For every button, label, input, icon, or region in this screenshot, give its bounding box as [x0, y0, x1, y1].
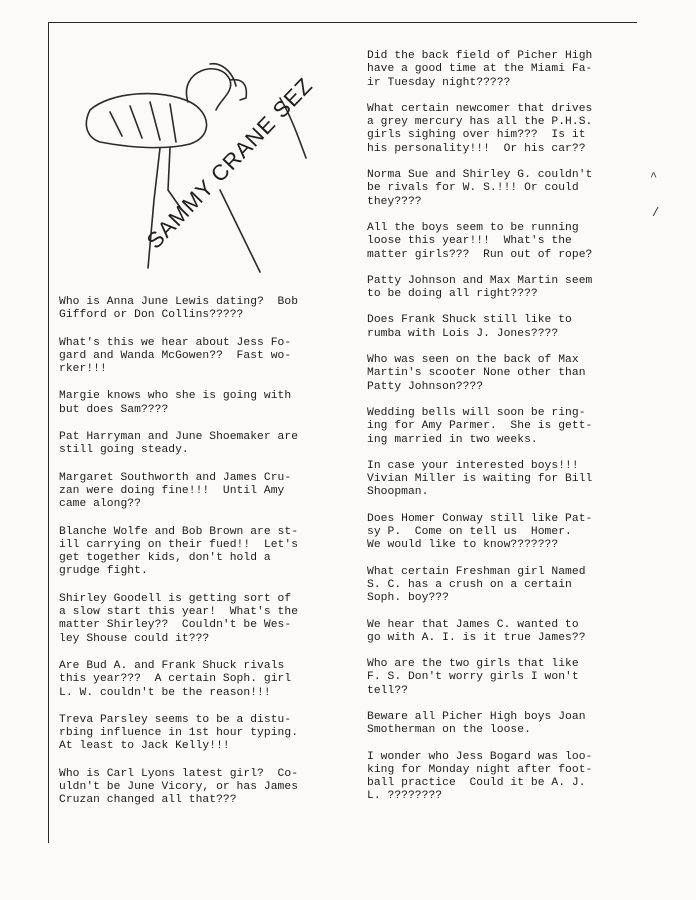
gossip-item: Wedding bells will soon be ring- ing for Amy Parmer. She is gett- ing married in two weeks. [367, 406, 593, 446]
gossip-item: Does Frank Shuck still like to rumba with Lois J. Jones???? [367, 314, 572, 340]
gossip-item: Pat Harryman and June Shoemaker are still going steady. [59, 431, 299, 457]
gossip-item: Treva Parsley seems to be a distu- rbing influence in 1st hour typing. At least to Jack Kelly!!! [59, 713, 299, 753]
gossip-item: Who is Carl Lyons latest girl? Co- uldn't be June Vicory, or has James Cruzan changed all that??? [59, 767, 299, 807]
left-column [59, 296, 359, 822]
gossip-item: Patty Johnson and Max Martin seem to be doing all right???? [367, 274, 593, 301]
gossip-item: We hear that James C. wanted to go with A. I. is it true James?? [367, 618, 586, 644]
crane-sketch [70, 40, 360, 290]
right-column [367, 50, 643, 817]
gossip-item: In case your interested boys!!! Vivian Miller is waiting for Bill Shoopman. [367, 459, 593, 499]
gossip-item: Margaret Southworth and James Cru- zan were doing fine!!! Until Amy came along?? [59, 471, 292, 511]
gossip-item: All the boys seem to be running loose this year!!! What's the matter girls??? Run out of rope? [367, 221, 593, 261]
gossip-item: Does Homer Conway still like Pat- sy P. Come on tell us Homer. We would like to know??????? [367, 512, 593, 552]
gossip-item: Blanche Wolfe and Bob Brown are st- ill carrying on their fued!! Let's get together kids, don't hold a grudge fight. [59, 525, 299, 578]
gossip-item: Are Bud A. and Frank Shuck rivals this year??? A certain Soph. girl L. W. couldn't be the reason!!! [59, 659, 292, 699]
gossip-item: What certain newcomer that drives a grey mercury has all the P.H.S. girls sighing over him??? Is it his personality!!! Or his car?? [367, 102, 593, 155]
caret-mark-icon: ^ [650, 170, 658, 184]
gossip-item: Who is Anna June Lewis dating? Bob Gifford or Don Collins????? [59, 296, 299, 322]
gossip-item: What certain Freshman girl Named S. C. has a crush on a certain Soph. boy??? [367, 565, 586, 605]
gossip-item: Who was seen on the back of Max Martin's scooter None other than Patty Johnson???? [367, 354, 586, 393]
gossip-item: Norma Sue and Shirley G. couldn't be rivals for W. S.!!! Or could they???? [367, 169, 593, 208]
gossip-item: I wonder who Jess Bogard was loo- king for Monday night after foot- ball practice Could it be A. J. L. ???????? [367, 750, 593, 803]
gossip-item: Shirley Goodell is getting sort of a slow start this year! What's the matter Shirley?? Couldn't be Wes- ley Shouse could it??? [59, 592, 299, 645]
gossip-item: Who are the two girls that like F. S. Don't worry girls I won't tell?? [367, 658, 579, 697]
gossip-item: Beware all Picher High boys Joan Smotherman on the loose. [367, 710, 586, 737]
heading-text: SAMMY CRANE SEZ [141, 72, 318, 254]
gossip-item: Margie knows who she is going with but does Sam???? [59, 390, 292, 416]
gossip-item: Did the back field of Picher High have a good time at the Miami Fa- ir Tuesday night????? [367, 50, 593, 89]
stray-mark-icon: / [652, 206, 660, 220]
gossip-item: What's this we hear about Jess Fo- gard and Wanda McGowen?? Fast wo- rker!!! [59, 336, 292, 376]
